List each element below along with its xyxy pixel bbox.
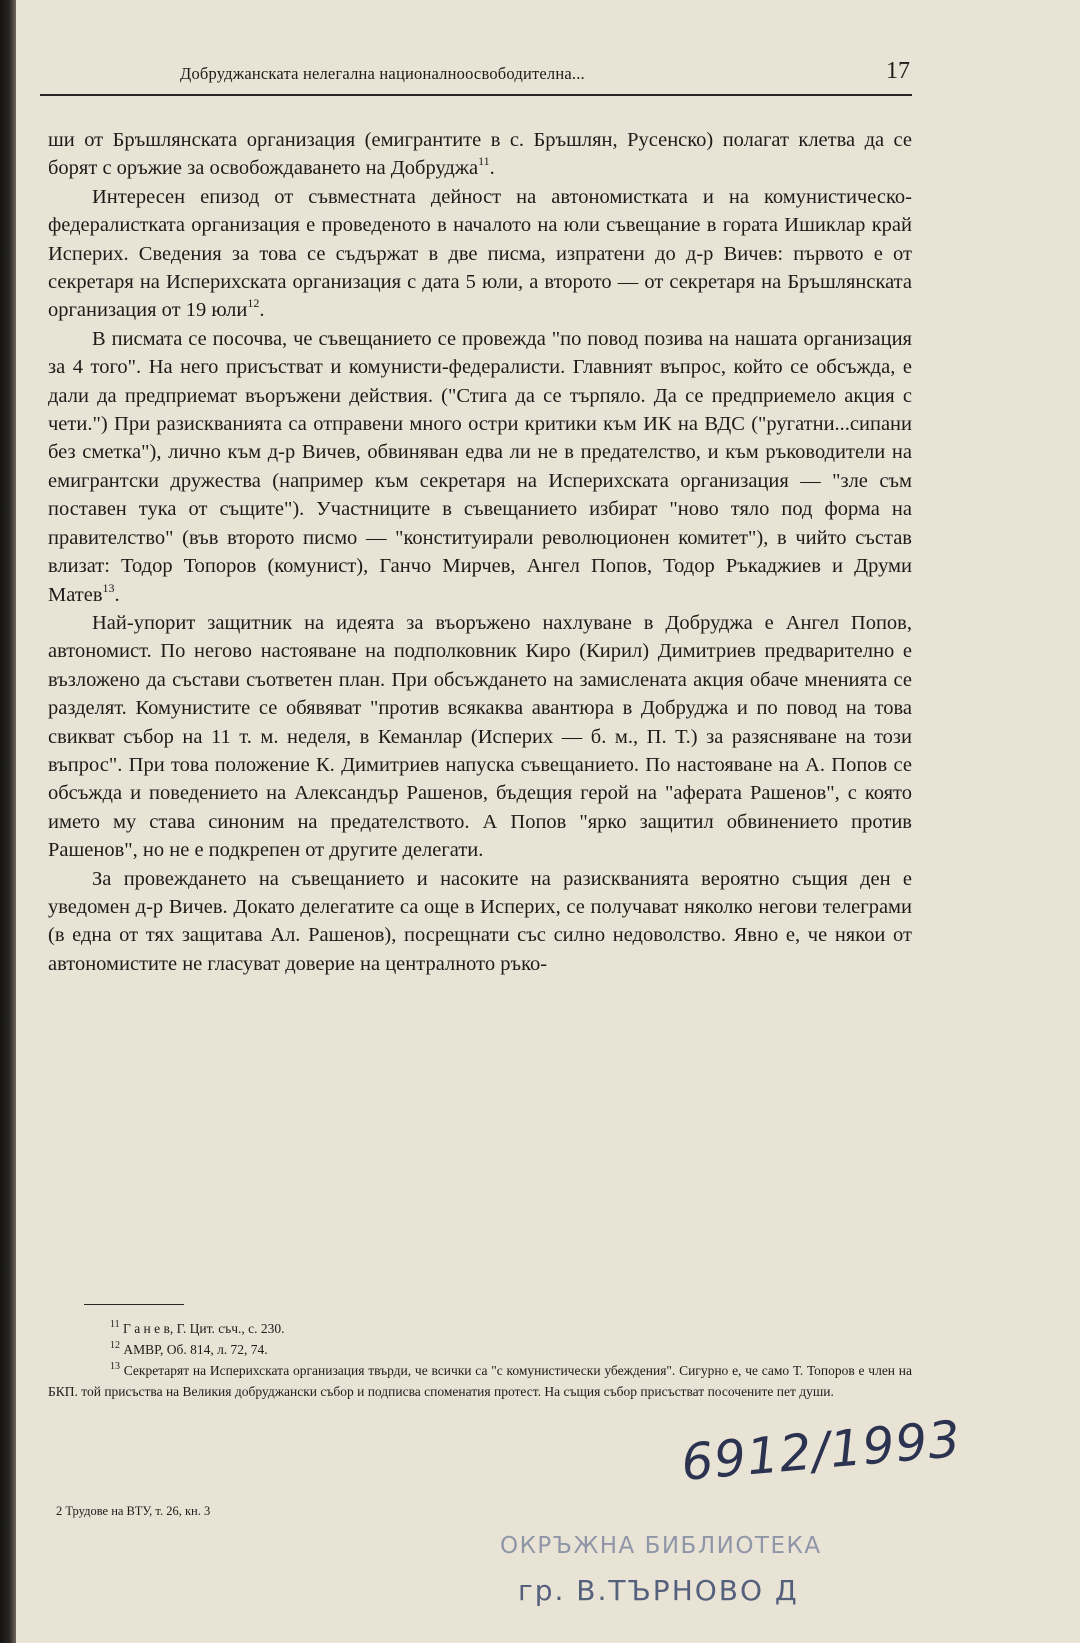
library-stamp-city: гр. В.ТЪРНОВО Д	[518, 1574, 799, 1607]
running-title: Добруджанската нелегална националноосвободителна...	[180, 64, 585, 83]
footnote	[48, 1318, 912, 1339]
footnote-text: АМВР, Об. 814, л. 72, 74.	[123, 1342, 268, 1357]
main-text	[48, 126, 912, 978]
paragraph: Интересен епизод от съвместната дейност на автономистката и на комунистическо-федералистката организация е проведеното в началото на юли съвещание в гората Ишиклар край Исперих. Сведения за това се съдържат в две писма, изпратени до д-р Вичев: първото е от секретаря на Исперихската организация с дата 5 юли, а второто — от секретаря на Бръшлянската организация от 19 юли$^{12}$.	[48, 185, 912, 322]
paragraph: ши от Бръшлянската организация (емигрантите в с. Бръшлян, Русенско) полагат клетва да се борят с оръжие за освобождаването на Добруджа$^{11}$.	[48, 129, 912, 180]
handwritten-inventory-number: 6912/1993	[678, 1409, 964, 1492]
footnotes	[48, 1318, 912, 1402]
library-stamp-name: ОКРЪЖНА БИБЛИОТЕКА	[500, 1533, 822, 1559]
footnote-number: 13	[110, 1361, 120, 1372]
footnote-number: 12	[110, 1340, 120, 1351]
footnote-ref[interactable]: 13	[102, 580, 115, 595]
footnote-divider	[84, 1304, 184, 1305]
footnote-text: Г а н е в, Г. Цит. съч., с. 230.	[123, 1321, 285, 1336]
page-number: 17	[886, 58, 910, 84]
footnote	[48, 1339, 912, 1360]
paragraph: За провеждането на съвещанието и насоките на разискванията вероятно същия ден е уведомен д-р Вичев. Докато делегатите са още в Исперих, се получават няколко негови телеграми (в една от тях защитава Ал. Рашенов), посрещнати със силно недоволство. Явно е, че някои от автономистите не гласуват доверие на централното ръко-	[48, 867, 912, 975]
page-header	[40, 54, 912, 96]
footnote-number: 11	[110, 1319, 120, 1330]
footnote-ref[interactable]: 11	[478, 154, 490, 169]
footnote	[48, 1360, 912, 1402]
footnote-ref[interactable]: 12	[247, 296, 260, 311]
paragraph: Най-упорит защитник на идеята за въоръжено нахлуване в Добруджа е Ангел Попов, автономист. По негово настояване на подполковник Киро (Кирил) Димитриев предварително е възложено да състави съответен план. При обсъждането на замислената акция обаче мненията се разделят. Комунистите се обявяват "против всякаква авантюра в Добруджа и по повод на това свикват събор на 11 т. м. неделя, в Кеманлар (Исперих — б. м., П. Т.) за разясняване на този въпрос". При това положение К. Димитриев напуска съвещанието. По настояване на А. Попов се обсъжда и поведението на Александър Рашенов, бъдещия герой на "аферата Рашенов", с която името му става синоним на предателството. А Попов "ярко защитил обвинението против Рашенов", но не е подкрепен от другите делегати.	[48, 611, 912, 862]
footnote-text: Секретарят на Исперихската организация твърди, че всички са "с комунистически убеждения". Сигурно е, че само Т. Топоров е член на БКП. той присъства на Великия добруджански събор и подписва споменатия протест. На същия събор присъстват посочените пет души.	[48, 1363, 913, 1399]
volume-signature: 2 Трудове на ВТУ, т. 26, кн. 3	[56, 1504, 211, 1518]
paragraph: В писмата се посочва, че съвещанието се провежда "по повод позива на нашата организация за 4 того". На него присъстват и комунисти-федералисти. Главният въпрос, който се обсъжда, е дали да предприемат въоръжени действия. ("Стига да се търпяло. Да се предприемело акция с чети.") При разискванията са отправени много остри критики към ИК на ВДС ("ругатни...сипани без сметка"), лично към д-р Вичев, обвиняван едва ли не в предателство, и към ръководители на емигрантски дружества (например към секретаря на Исперихската организация — "зле съм поставен тука от същите"). Участниците в съвещанието избират "ново тяло под форма на правителство" (във второто писмо — "конституирали революционен комитет"), в чийто състав влизат: Тодор Топоров (комунист), Ганчо Мирчев, Ангел Попов, Тодор Ръкаджиев и Друми Матев$^{13}$.	[48, 327, 912, 606]
